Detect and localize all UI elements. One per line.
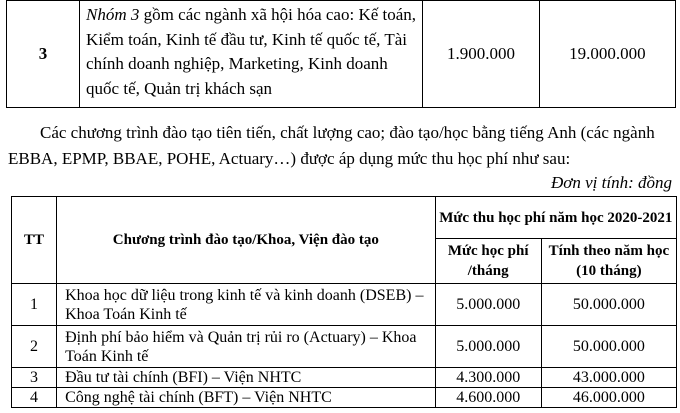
table-row <box>12 326 677 368</box>
header-row <box>12 197 677 239</box>
program-name: Đầu tư tài chính (BFI) – Viện NHTC <box>57 368 436 388</box>
group-description-text: gồm các ngành xã hội hóa cao: Kế toán, Kiểm toán, Kinh tế đầu tư, Kinh tế quốc tế, Tài chính doanh nghiệp, Marketing, Kinh doanh quốc tế, Quản trị khách sạn <box>86 5 417 98</box>
intro-text: Các chương trình đào tạo tiên tiến, chất lượng cao; đào tạo/học bằng tiếng Anh (các ngành EBBA, EPMP, BBAE, POHE, Actuary…) được áp dụng mức thu học phí như sau: <box>8 123 655 168</box>
row-number: 1 <box>12 284 57 326</box>
header-yearly: Tính theo năm học (10 tháng) <box>541 239 676 284</box>
yearly-fee: 50.000.000 <box>541 326 676 368</box>
monthly-fee: 5.000.000 <box>435 326 541 368</box>
table-row <box>12 368 677 388</box>
unit-label: Đơn vị tính: đồng <box>551 173 672 192</box>
row-number: 2 <box>12 326 57 368</box>
program-name: Khoa học dữ liệu trong kinh tế và kinh doanh (DSEB) – Khoa Toán Kinh tế <box>57 284 436 326</box>
monthly-fee: 1.900.000 <box>423 1 540 108</box>
monthly-fee: 4.600.000 <box>435 388 541 408</box>
intro-paragraph <box>8 120 676 172</box>
monthly-fee: 5.000.000 <box>435 284 541 326</box>
top-fee-table <box>6 0 676 108</box>
yearly-fee: 43.000.000 <box>541 368 676 388</box>
row-number: 4 <box>12 388 57 408</box>
header-fee-group: Mức thu học phí năm học 2020-2021 <box>435 197 676 239</box>
table-row <box>7 1 676 108</box>
group-description <box>80 1 423 108</box>
row-number: 3 <box>7 1 80 108</box>
header-monthly: Mức học phí /tháng <box>435 239 541 284</box>
group-label: Nhóm 3 <box>86 5 140 24</box>
header-program: Chương trình đào tạo/Khoa, Viện đào tạo <box>57 197 436 284</box>
advanced-program-fee-table <box>11 196 677 408</box>
yearly-fee: 50.000.000 <box>541 284 676 326</box>
yearly-fee: 19.000.000 <box>539 1 675 108</box>
program-name: Định phí bảo hiểm và Quản trị rủi ro (Actuary) – Khoa Toán Kinh tế <box>57 326 436 368</box>
table-row <box>12 284 677 326</box>
header-tt: TT <box>12 197 57 284</box>
yearly-fee: 46.000.000 <box>541 388 676 408</box>
row-number: 3 <box>12 368 57 388</box>
monthly-fee: 4.300.000 <box>435 368 541 388</box>
table-row <box>12 388 677 408</box>
program-name: Công nghệ tài chính (BFT) – Viện NHTC <box>57 388 436 408</box>
